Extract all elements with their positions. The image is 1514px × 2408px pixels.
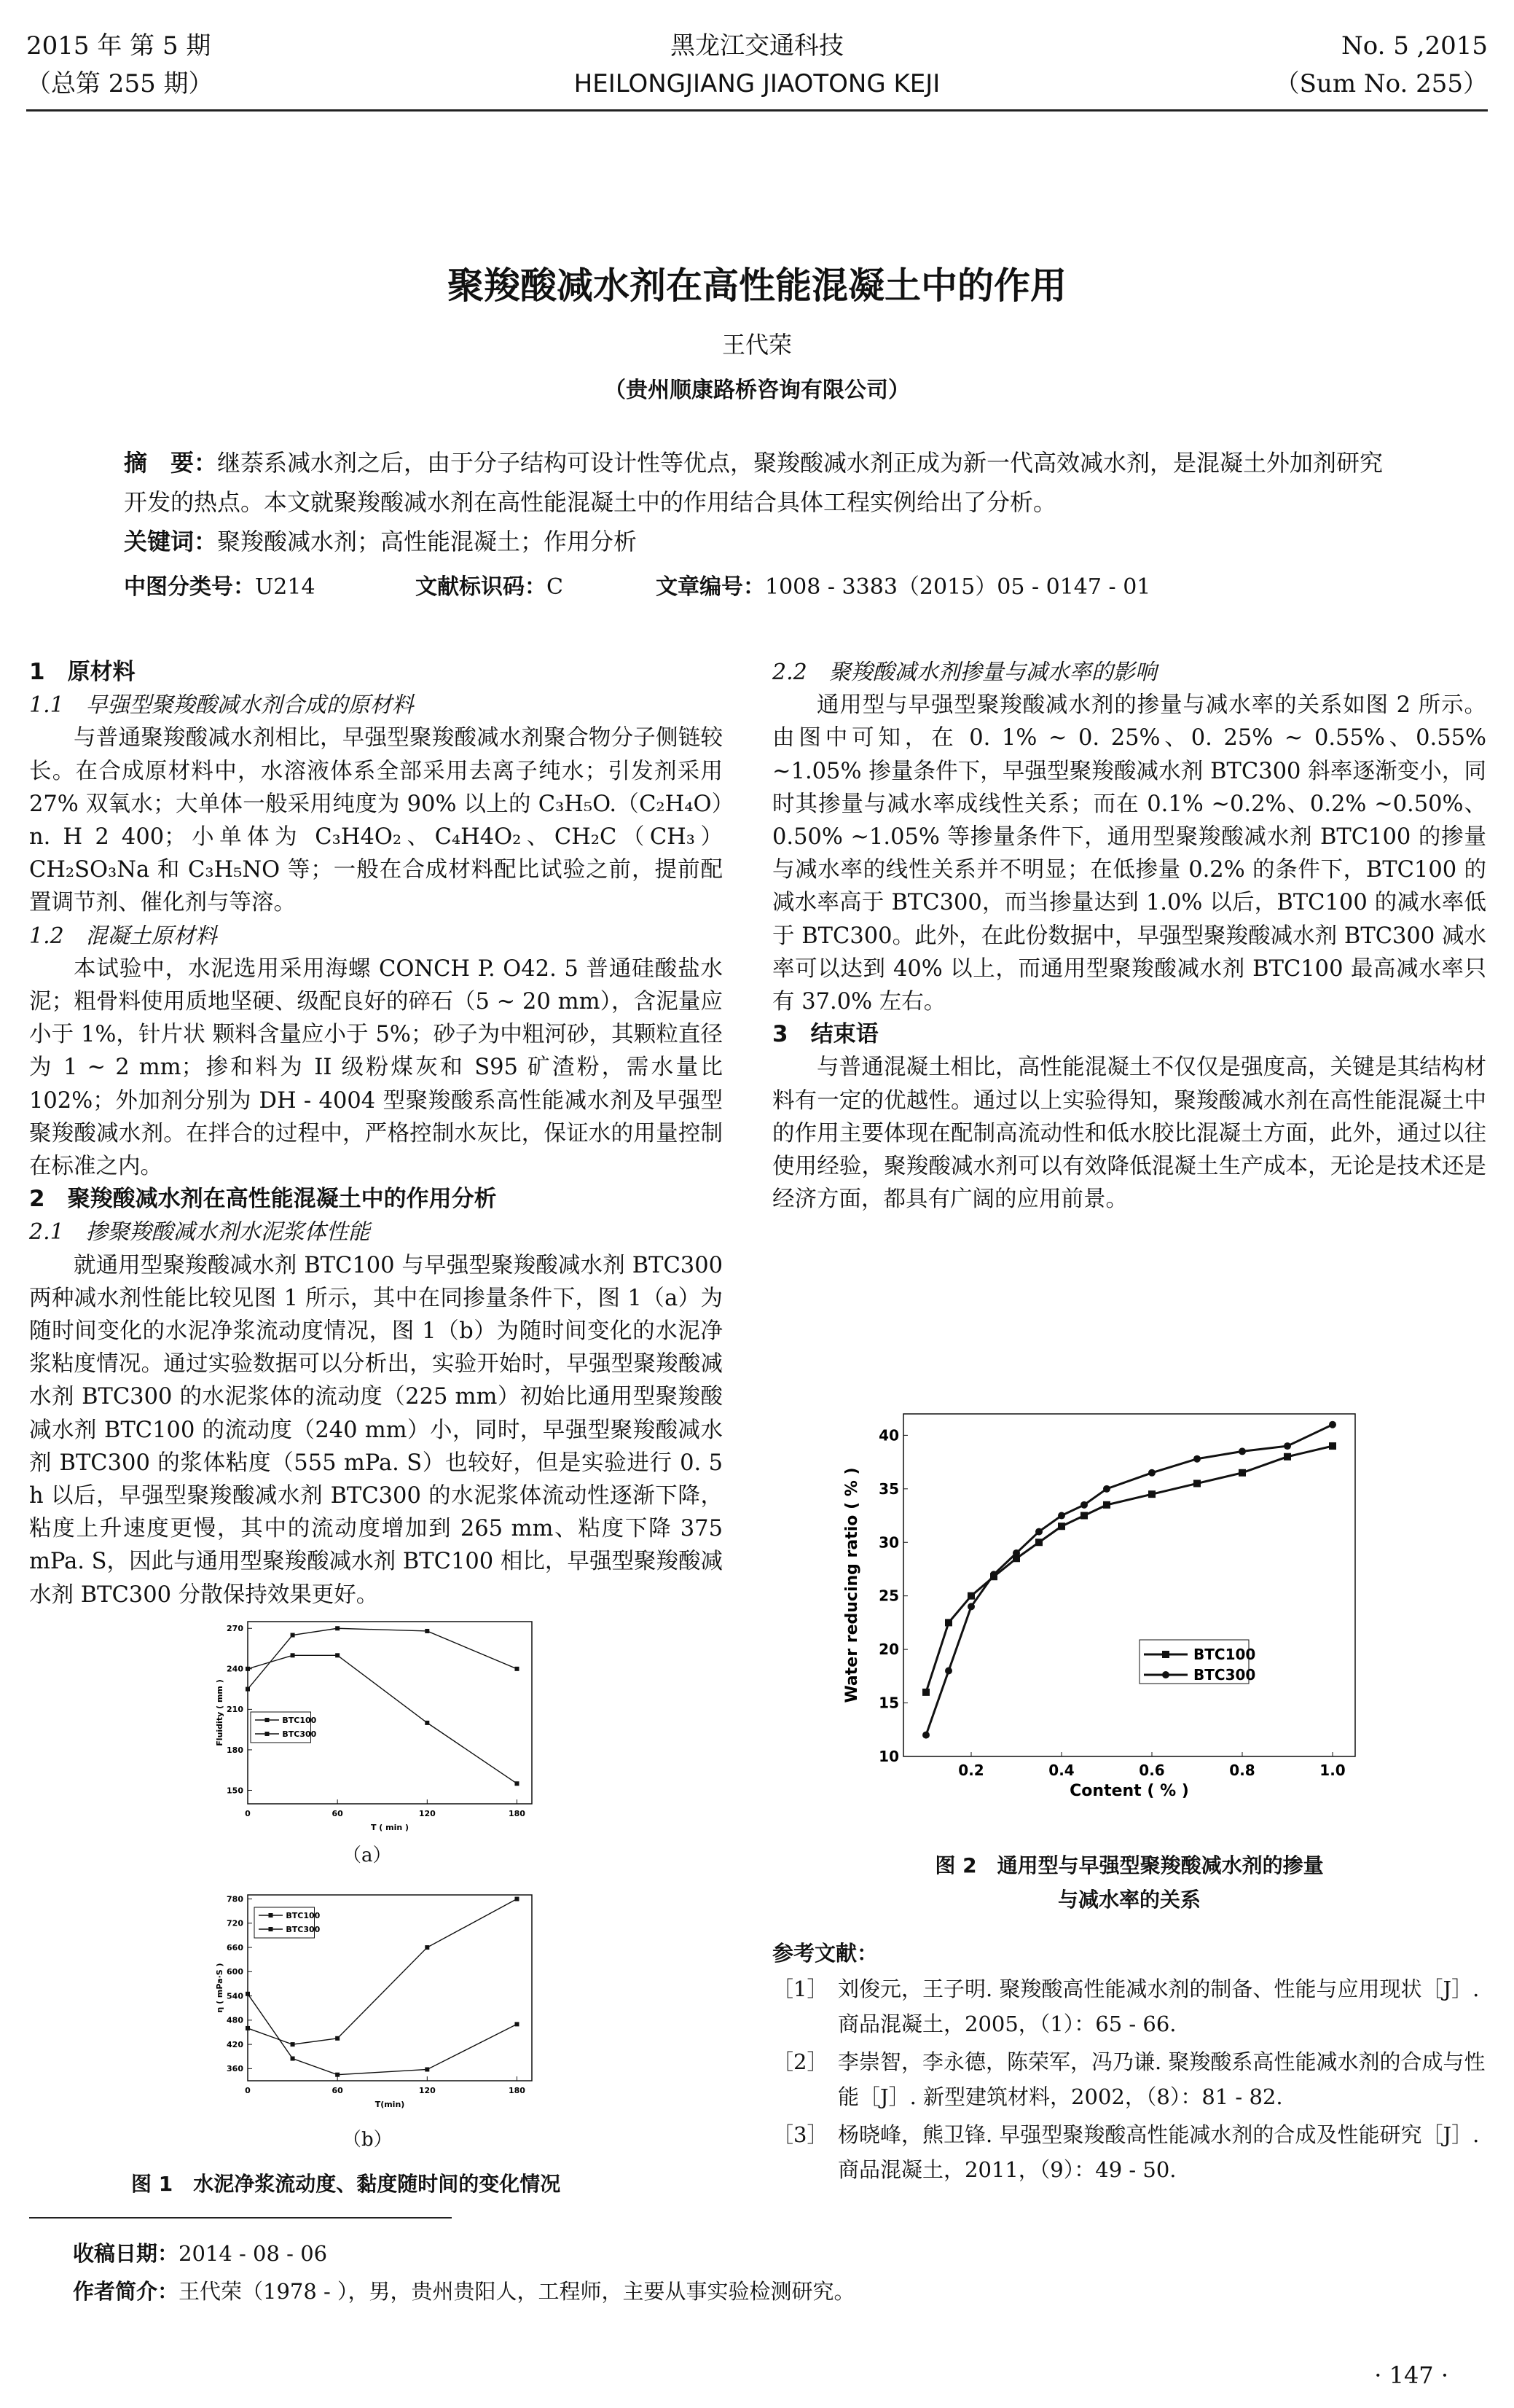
legend-marker: [269, 1927, 273, 1931]
footnote-rule: [29, 2217, 452, 2219]
y-tick-label: 270: [227, 1624, 243, 1634]
legend-marker: [1162, 1651, 1169, 1658]
y-tick-label: 540: [227, 1991, 243, 2001]
y-tick-label: 30: [879, 1533, 899, 1552]
paragraph-3: 就通用型聚羧酸减水剂 BTC100 与早强型聚羧酸减水剂 BTC300 两种减水剂性能比较见图 1 所示，其中在同掺量条件下，图 1（a）为随时间变化的水泥净浆流动度情况，图 1（b）为随时间变化的水泥净浆粘度情况。通过实验数据可以分析出，实验开始时，早强型聚羧酸减水剂 BTC300 的水泥浆体的流动度（225 mm）初始比通用型聚羧酸减水剂 BTC100 的流动度（240 mm）小，同时，早强型聚羧酸减水剂 BTC300 的浆体粘度（555 mPa. S）也较好，但是实验进行 0. 5 h 以后，早强型聚羧酸减水剂 BTC300 的水泥浆体流动性逐渐下降，粘度上升速度更慢，其中的流动度增加到 265 mm、粘度下降 375 mPa. S，因此与通用型聚羧酸减水剂 BTC100 相比，早强型聚羧酸减水剂 BTC300 分散保持效果更好。: [29, 1252, 723, 1608]
x-tick-label: 60: [332, 1809, 343, 1818]
y-tick-label: 10: [879, 1748, 899, 1765]
y-tick-label: 720: [227, 1918, 243, 1928]
y-tick-label: 15: [879, 1694, 899, 1712]
fig1a-sublabel: （a）: [342, 1845, 392, 1866]
data-point: [990, 1571, 997, 1578]
x-tick-label: 0.8: [1229, 1762, 1255, 1779]
series-line-btc300: [248, 1994, 517, 2075]
paragraph-1: 与普通聚羧酸减水剂相比，早强型聚羧酸减水剂聚合物分子侧链较长。在合成原材料中，水溶液体系全部采用去离子纯水；引发剂采用 27% 双氧水；大单体一般采用纯度为 90% 以上的 C₃H₅O.（C₂H₄O）n. H 2 400；小单体为 C₃H4O₂、C₄H4O₂、CH₂C（CH₃）CH₂SO₃Na 和 C₃H₅NO 等；一般在合成材料配比试验之前，提前配置调节剂、催化剂与等溶。: [29, 725, 723, 916]
x-tick-label: 0.6: [1139, 1762, 1165, 1779]
article-author: 王代荣: [721, 331, 792, 359]
journal-issue-line2: （总第 255 期）: [26, 69, 213, 98]
y-tick-label: 40: [879, 1426, 899, 1445]
data-point: [922, 1732, 930, 1739]
data-point: [1284, 1442, 1291, 1450]
data-point: [1148, 1490, 1156, 1498]
x-tick-label: 1.0: [1319, 1762, 1346, 1779]
data-point: [246, 1667, 250, 1671]
y-tick-label: 600: [227, 1967, 243, 1977]
keywords-text: 聚羧酸减水剂；高性能混凝土；作用分析: [217, 528, 638, 555]
x-axis-label: T ( min ): [370, 1823, 409, 1832]
data-point: [291, 1653, 295, 1657]
data-point: [291, 2042, 295, 2047]
data-point: [1080, 1501, 1088, 1509]
journal-sum-number: （Sum No. 255）: [1274, 69, 1488, 98]
legend-label: BTC100: [282, 1715, 317, 1725]
right-column: [772, 656, 1486, 1216]
data-point: [425, 1721, 429, 1725]
data-point: [945, 1619, 952, 1626]
section-2-1-heading: 2.1 掺聚羧酸减水剂水泥浆体性能: [29, 1219, 370, 1246]
header-rule: [26, 109, 1488, 112]
data-point: [1193, 1479, 1201, 1487]
data-point: [1103, 1501, 1110, 1509]
legend-label: BTC100: [286, 1910, 321, 1920]
series-line-btc300: [926, 1425, 1333, 1735]
chart-fig1b: [197, 1888, 546, 2121]
series-line-btc100: [926, 1446, 1333, 1692]
y-tick-label: 210: [227, 1705, 243, 1715]
y-tick-label: 420: [227, 2039, 243, 2049]
abstract-label: 摘 要：: [124, 449, 218, 477]
data-point: [1329, 1421, 1336, 1428]
data-point: [425, 1945, 429, 1950]
x-tick-label: 60: [332, 2086, 343, 2095]
x-tick-label: 0.2: [958, 1762, 984, 1779]
y-tick-label: 660: [227, 1942, 243, 1952]
y-tick-label: 780: [227, 1894, 243, 1904]
page-number: · 147 ·: [1374, 2361, 1448, 2389]
chart-fig1a: [197, 1611, 546, 1837]
data-point: [1239, 1469, 1246, 1477]
x-tick-label: 120: [418, 1809, 436, 1818]
data-point: [514, 2022, 519, 2026]
data-point: [246, 1687, 250, 1692]
fig2-caption-line1: 图 2 通用型与早强型聚羧酸减水剂的掺量: [935, 1853, 1324, 1877]
paragraph-2: 本试验中，水泥选用采用海螺 CONCH P. O42. 5 普通硅酸盐水泥；粗骨料使用质地坚硬、级配良好的碎石（5 ~ 20 mm），含泥量应小于 1%，针片状 颗料含量应小于 5%；砂子为中粗河砂，其颗粒直径为 1 ~ 2 mm；掺和料为 II 级粉煤灰和 S95 矿渣粉，需水量比 102%；外加剂分别为 DH - 4004 型聚羧酸系高性能减水剂及早强型聚羧酸减水剂。在拌合的过程中，严格控制水灰比，保证水的用量控制在标准之内。: [29, 955, 723, 1180]
x-tick-label: 0.4: [1048, 1762, 1075, 1779]
x-tick-label: 0: [245, 2086, 251, 2095]
y-tick-label: 240: [227, 1664, 243, 1674]
section-2-heading: 2 聚羧酸减水剂在高性能混凝土中的作用分析: [29, 1186, 497, 1213]
data-point: [514, 1667, 519, 1671]
y-axis-label: Fluidity ( mm ): [214, 1679, 224, 1746]
keywords-label: 关键词：: [124, 528, 218, 555]
x-tick-label: 0: [245, 1809, 251, 1818]
section-1-heading: 1 原材料: [29, 659, 136, 685]
data-point: [246, 2026, 250, 2030]
data-point: [514, 1781, 519, 1786]
data-point: [1035, 1539, 1043, 1546]
journal-issue-line1: 2015 年 第 5 期: [26, 31, 211, 60]
data-point: [1329, 1442, 1336, 1450]
data-point: [1058, 1512, 1065, 1520]
chart-fig2: [845, 1399, 1384, 1822]
x-tick-label: 180: [508, 1809, 525, 1818]
journal-name-cn: 黑龙江交通科技: [670, 31, 844, 60]
data-point: [335, 1653, 340, 1657]
data-point: [1013, 1549, 1020, 1557]
y-axis-label: η ( mPa·S ): [214, 1963, 224, 2013]
data-point: [291, 1633, 295, 1638]
data-point: [335, 1626, 340, 1630]
legend-label: BTC100: [1193, 1646, 1256, 1663]
plot-frame: [903, 1414, 1355, 1756]
y-tick-label: 25: [879, 1587, 899, 1605]
data-point: [922, 1689, 930, 1696]
clc-number: 中图分类号：U214: [124, 574, 315, 600]
paragraph-5: 与普通混凝土相比，高性能混凝土不仅仅是强度高，关键是其结构材料有一定的优越性。通过以上实验得知，聚羧酸减水剂在高性能混凝土中的作用主要体现在配制高流动性和低水胶比混凝土方面，此外，通过以往使用经验，聚羧酸减水剂可以有效降低混凝土生产成本，无论是技术还是经济方面，都具有广阔的应用前景。: [772, 1055, 1486, 1213]
reference-item: ［1］ 刘俊元，王子明. 聚羧酸高性能减水剂的制备、性能与应用现状［J］. 商品混凝土，2005，（1）：65 - 66.: [772, 1977, 1480, 2036]
article-number: 文章编号：1008 - 3383（2015）05 - 0147 - 01: [656, 574, 1151, 600]
data-point: [1058, 1522, 1065, 1530]
y-tick-label: 150: [227, 1786, 243, 1796]
data-point: [1148, 1469, 1156, 1477]
series-line-btc300: [248, 1628, 517, 1689]
data-point: [1193, 1455, 1201, 1463]
author-bio: 作者简介：王代荣（1978 - ），男，贵州贵阳人，工程师，主要从事实验检测研究。: [73, 2279, 855, 2304]
y-tick-label: 20: [879, 1641, 899, 1659]
x-tick-label: 180: [508, 2086, 525, 2095]
x-axis-label: T(min): [374, 2100, 405, 2109]
data-point: [1080, 1512, 1088, 1520]
section-2-2-heading: 2.2 聚羧酸减水剂掺量与减水率的影响: [772, 660, 1157, 685]
y-tick-label: 35: [879, 1479, 899, 1498]
section-1-1-heading: 1.1 早强型聚羧酸减水剂合成的原材料: [29, 692, 414, 719]
reference-item: ［3］ 杨晓峰，熊卫锋. 早强型聚羧酸高性能减水剂的合成及性能研究［J］. 商品混凝土，2011，（9）：49 - 50.: [772, 2122, 1480, 2182]
y-axis-label: Water reducing ratio ( % ): [843, 1467, 861, 1703]
article-title: 聚羧酸减水剂在高性能混凝土中的作用: [447, 265, 1067, 307]
references-heading: 参考文献：: [772, 1941, 879, 1966]
legend-label: BTC300: [1193, 1666, 1256, 1684]
data-point: [945, 1668, 952, 1675]
data-point: [246, 1992, 250, 1996]
section-1-2-heading: 1.2 混凝土原材料: [29, 923, 217, 949]
series-line-btc100: [248, 1899, 517, 2045]
legend-marker: [265, 1718, 270, 1722]
abstract-text: 继萘系减水剂之后，由于分子结构可设计性等优点，聚羧酸减水剂正成为新一代高效减水剂，是混凝土外加剂研究开发的热点。本文就聚羧酸减水剂在高性能混凝土中的作用结合具体工程实例给出了分析。: [124, 449, 1384, 516]
data-point: [1035, 1528, 1043, 1536]
abstract: [124, 443, 1392, 561]
paragraph-4: 通用型与早强型聚羧酸减水剂的掺量与减水率的关系如图 2 所示。由图中可知，在 0. 1% ~ 0. 25%、0. 25% ~ 0.55%、0.55% ~1.05% 掺量条件下，早强型聚羧酸减水剂 BTC300 斜率逐渐变小，同时其掺量与减水率成线性关系；而在 0.1% ~0.2%、0.2% ~0.50%、0.50% ~1.05% 等掺量条件下，通用型聚羧酸减水剂 BTC100 的掺量与减水率的线性关系并不明显；在低掺量 0.2% 的条件下，BTC100 的减水率高于 BTC300，而当掺量达到 1.0% 以后，BTC100 的减水率低于 BTC300。此外，在此份数据中，早强型聚羧酸减水剂 BTC300 减水率可以达到 40% 以上，而通用型聚羧酸减水剂 BTC100 最高减水率只有 37.0% 左右。: [772, 692, 1486, 1015]
data-point: [514, 1897, 519, 1901]
data-point: [335, 2073, 340, 2077]
left-column: [29, 656, 723, 1611]
legend-marker: [265, 1732, 270, 1736]
y-tick-label: 180: [227, 1745, 243, 1755]
data-point: [335, 2036, 340, 2041]
legend-label: BTC300: [286, 1924, 321, 1934]
fig2-caption-line2: 与减水率的关系: [1057, 1888, 1201, 1912]
article-affiliation: （贵州顺康路桥咨询有限公司）: [604, 378, 910, 403]
data-point: [291, 2057, 295, 2061]
received-date: 收稿日期：2014 - 08 - 06: [73, 2241, 328, 2266]
fig1-caption: 图 1 水泥净浆流动度、黏度随时间的变化情况: [131, 2172, 561, 2196]
x-tick-label: 120: [418, 2086, 436, 2095]
journal-name-en: HEILONGJIANG JIAOTONG KEJI: [573, 69, 941, 98]
data-point: [1284, 1453, 1291, 1461]
fig1b-sublabel: （b）: [342, 2129, 393, 2151]
x-axis-label: Content ( % ): [1070, 1782, 1189, 1800]
y-tick-label: 360: [227, 2064, 243, 2074]
data-point: [425, 2067, 429, 2071]
legend-label: BTC300: [282, 1729, 317, 1739]
plot-frame: [248, 1622, 532, 1804]
legend-marker: [1162, 1671, 1169, 1678]
document-code: 文献标识码：C: [415, 574, 563, 600]
data-point: [425, 1629, 429, 1633]
section-3-heading: 3 结束语: [772, 1021, 879, 1048]
reference-item: ［2］ 李崇智，李永德，陈荣军，冯乃谦. 聚羧酸系高性能减水剂的合成与性能［J］. 新型建筑材料，2002，（8）：81 - 82.: [772, 2049, 1486, 2109]
journal-number: No. 5 ,2015: [1341, 31, 1488, 60]
legend-marker: [269, 1913, 273, 1918]
plot-frame: [248, 1895, 532, 2081]
data-point: [968, 1603, 975, 1610]
data-point: [968, 1592, 975, 1600]
data-point: [1103, 1485, 1110, 1493]
data-point: [1239, 1447, 1246, 1455]
y-tick-label: 480: [227, 2015, 243, 2025]
